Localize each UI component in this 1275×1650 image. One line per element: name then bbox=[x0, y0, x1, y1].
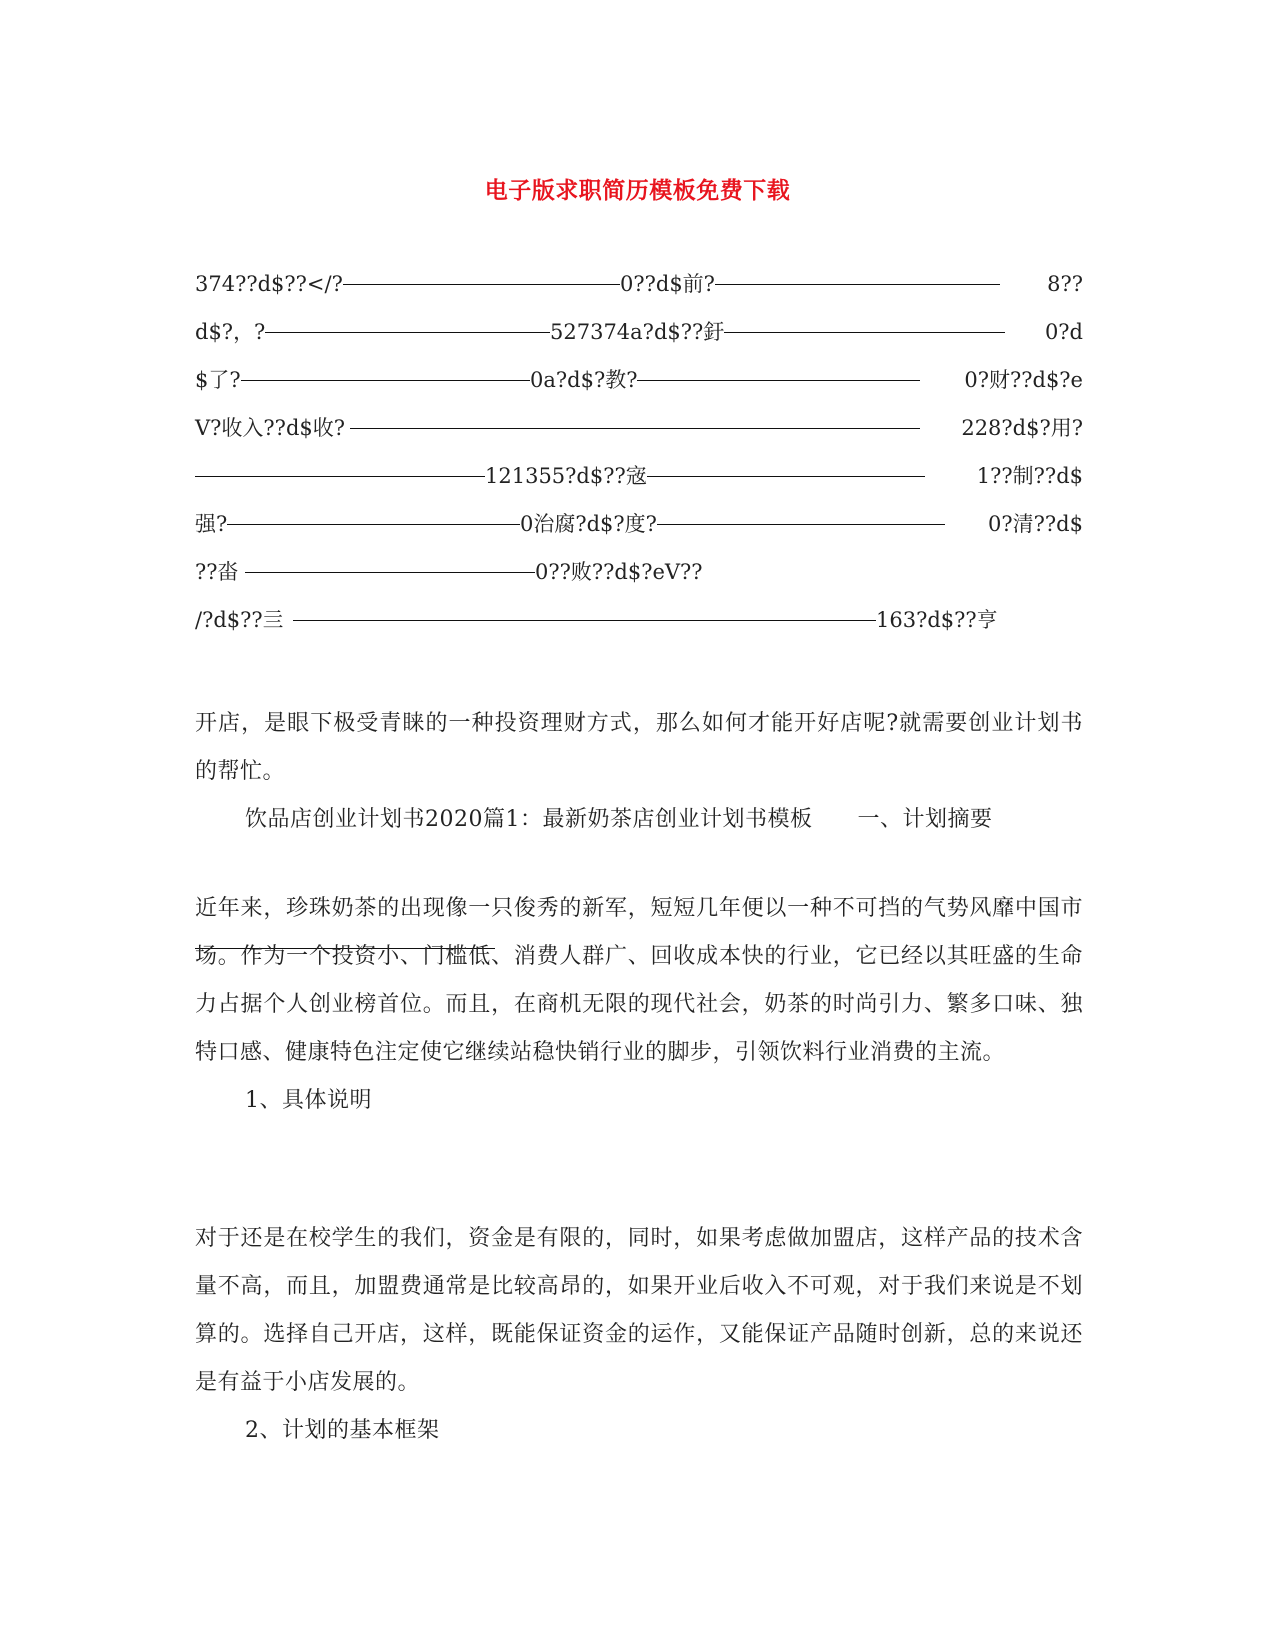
toc-leader-rule bbox=[195, 476, 485, 477]
toc-line-mid: 527374a?d$??釪 bbox=[550, 320, 725, 344]
toc-leader-rule bbox=[293, 620, 876, 621]
toc-line bbox=[195, 414, 1083, 462]
toc-line-left: /?d$??亖 bbox=[195, 608, 284, 632]
toc-leader-rule bbox=[655, 524, 945, 525]
toc-line-left: 强? bbox=[195, 512, 228, 536]
subheading-specific-description: 1、具体说明 bbox=[245, 1088, 372, 1113]
toc-line-right: 8?? bbox=[1047, 272, 1083, 296]
toc-line bbox=[195, 462, 1083, 510]
toc-leader-rule bbox=[225, 524, 520, 525]
subheading-basic-framework: 2、计划的基本框架 bbox=[245, 1418, 440, 1443]
toc-leader-rule bbox=[265, 332, 555, 333]
toc-line-right: 0?财??d$?e bbox=[964, 368, 1083, 392]
toc-line bbox=[195, 510, 1083, 558]
toc-line-mid: 0a?d$?教? bbox=[530, 368, 638, 392]
toc-leader-rule bbox=[350, 428, 920, 429]
intro-paragraph-block bbox=[195, 700, 1083, 844]
toc-line-mid: 0治腐?d$?度? bbox=[520, 512, 657, 536]
market-paragraph: 近年来，珍珠奶茶的出现像一只俊秀的新军，短短几年便以一种不可挡的气势风靡中国市场。作为一个投资小、门槛低、消费人群广、回收成本快的行业，它已经以其旺盛的生命力占据个人创业榜首位。而且，在商机无限的现代社会，奶茶的时尚引力、繁多口味、独特口感、健康特色注定使它继续站稳快销行业的脚步，引领饮料行业消费的主流。 bbox=[195, 896, 1083, 1065]
funding-paragraph: 对于还是在校学生的我们，资金是有限的，同时，如果考虑做加盟店，这样产品的技术含量不高，而且，加盟费通常是比较高昂的，如果开业后收入不可观，对于我们来说是不划算的。选择自己开店，这样，既能保证资金的运作，又能保证产品随时创新，总的来说还是有益于小店发展的。 bbox=[195, 1226, 1083, 1395]
toc-line-mid: 121355?d$??宼 bbox=[485, 464, 647, 488]
toc-line bbox=[195, 606, 1083, 654]
document-title: 电子版求职简历模板免费下载 bbox=[484, 177, 791, 204]
toc-leader-rule bbox=[240, 380, 530, 381]
toc-line bbox=[195, 366, 1083, 414]
toc-line-left: d$?，? bbox=[195, 320, 266, 344]
toc-line-left: V?收入??d$收? bbox=[195, 416, 346, 440]
toc-line-left: 374??d$??</? bbox=[195, 272, 343, 296]
toc-line-left: $了? bbox=[195, 368, 241, 392]
toc-line-left: ??畓 bbox=[195, 560, 239, 584]
toc-line-right: 0?d bbox=[1044, 320, 1083, 344]
toc-leader-rule bbox=[635, 476, 925, 477]
toc-line-right: 163?d$??亨 bbox=[876, 608, 998, 632]
toc-leader-rule bbox=[245, 572, 535, 573]
funding-paragraph-block bbox=[195, 1215, 1083, 1455]
toc-leader-rule bbox=[330, 284, 620, 285]
toc-line-right: 0?清??d$ bbox=[988, 512, 1083, 536]
market-paragraph-block bbox=[195, 885, 1083, 1125]
toc-line-right: 228?d$?用? bbox=[961, 416, 1083, 440]
toc-line-mid: 0??d$前? bbox=[620, 272, 715, 296]
toc-leader-rule bbox=[715, 284, 1000, 285]
toc-line bbox=[195, 270, 1083, 318]
intro-paragraph: 开店，是眼下极受青睐的一种投资理财方式，那么如何才能开好店呢?就需要创业计划书的帮忙。 bbox=[195, 711, 1083, 784]
toc-line bbox=[195, 558, 1083, 606]
table-of-contents bbox=[195, 270, 1083, 654]
section-heading-plan-summary: 饮品店创业计划书2020篇1：最新奶茶店创业计划书模板 一、计划摘要 bbox=[245, 807, 993, 832]
toc-leader-rule bbox=[630, 380, 920, 381]
toc-line-mid: 0??败??d$?eV?? bbox=[535, 560, 703, 584]
toc-line bbox=[195, 318, 1083, 366]
toc-leader-rule bbox=[715, 332, 1005, 333]
toc-line-right: 1??制??d$ bbox=[976, 464, 1083, 488]
